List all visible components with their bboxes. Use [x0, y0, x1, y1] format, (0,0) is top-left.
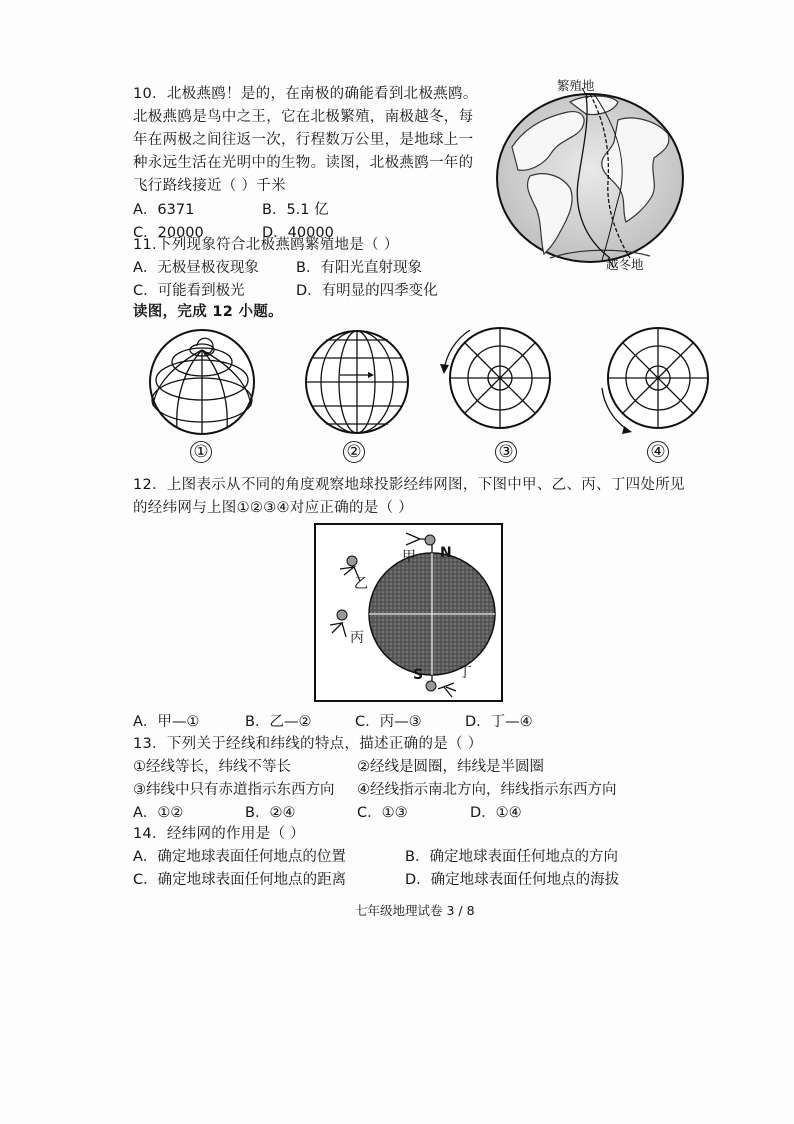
q14-option-a: A．确定地球表面任何地点的位置 — [133, 849, 346, 865]
q12-option-c: C．丙—③ — [355, 714, 422, 730]
q10-line-2: 北极燕鸥是鸟中之王，它在北极繁殖，南极越冬，每 — [133, 109, 474, 125]
label-yi: 乙 — [354, 576, 368, 592]
globe-projection-1 — [145, 328, 259, 436]
q11-option-c: C．可能看到极光 — [133, 283, 245, 299]
label-ding: 丁 — [458, 665, 472, 681]
q13-stem: 13．下列关于经线和纬线的特点，描述正确的是（ ） — [133, 736, 483, 752]
globe-label-1: ① — [190, 441, 212, 463]
q10-line-5: 飞行路线接近（ ）千米 — [133, 178, 286, 194]
globe-label-2: ② — [343, 441, 365, 463]
q10-option-c: C．20000 — [133, 225, 204, 241]
globe-projection-4 — [598, 320, 718, 438]
q11-option-d: D．有明显的四季变化 — [296, 283, 438, 299]
q13-option-d: D．①④ — [470, 805, 522, 821]
q13-option-b: B．②④ — [245, 805, 296, 821]
label-north: N — [440, 545, 452, 561]
q12-option-d: D．丁—④ — [465, 714, 533, 730]
q14-option-c: C．确定地球表面任何地点的距离 — [133, 872, 347, 888]
globe-label-4: ④ — [647, 441, 669, 463]
label-south: S — [413, 667, 424, 683]
q12-line-2: 的经纬网与上图①②③④对应正确的是（ ） — [133, 500, 414, 516]
q13-statement-3: ③纬线中只有赤道指示东西方向 — [133, 782, 335, 798]
q14-option-b: B．确定地球表面任何地点的方向 — [405, 849, 618, 865]
label-jia: 甲 — [402, 549, 416, 565]
q13-statement-2: ②经线是圆圈，纬线是半圆圈 — [357, 759, 544, 775]
q10-option-b: B．5.1 亿 — [262, 202, 329, 218]
q13-option-c: C．①③ — [357, 805, 408, 821]
q10-option-a: A．6371 — [133, 202, 195, 218]
q11-option-b: B．有阳光直射现象 — [296, 260, 422, 276]
q10-line-4: 种永远生活在光明中的生物。读图，北极燕鸥一年的 — [133, 155, 474, 171]
globe-projection-2 — [302, 328, 412, 436]
q12-option-a: A．甲—① — [133, 714, 200, 730]
q10-line-3: 年在两极之间往返一次，行程数万公里，是地球上一 — [133, 132, 474, 148]
label-bing: 丙 — [350, 630, 364, 646]
tern-migration-globe-map — [490, 72, 690, 272]
q14-stem: 14．经纬网的作用是（ ） — [133, 826, 305, 842]
q13-statement-1: ①经线等长，纬线不等长 — [133, 759, 291, 775]
q13-statement-4: ④经线指示南北方向，纬线指示东西方向 — [357, 782, 617, 798]
q14-option-d: D．确定地球表面任何地点的海拔 — [405, 872, 620, 888]
breeding-area-label: 繁殖地 — [557, 78, 595, 93]
globe-projection-3 — [440, 320, 558, 436]
q10-line-1: 10．北极燕鸥！是的，在南极的确能看到北极燕鸥。 — [133, 86, 478, 102]
read-figure-instruction: 读图，完成 12 小题。 — [133, 304, 283, 320]
globe-label-3: ③ — [495, 441, 517, 463]
q11-stem: 11.下列现象符合北极燕鸥繁殖地是（ ） — [133, 237, 399, 253]
q12-line-1: 12．上图表示从不同的角度观察地球投影经纬网图，下图中甲、乙、丙、丁四处所见 — [133, 477, 685, 493]
q13-option-a: A．①② — [133, 805, 184, 821]
wintering-area-label: 越冬地 — [606, 257, 644, 272]
q12-option-b: B．乙—② — [245, 714, 312, 730]
page-footer: 七年级地理试卷 3 / 8 — [355, 903, 475, 918]
q11-option-a: A．无极昼极夜现象 — [133, 260, 259, 276]
q10-option-d: D．40000 — [262, 225, 334, 241]
